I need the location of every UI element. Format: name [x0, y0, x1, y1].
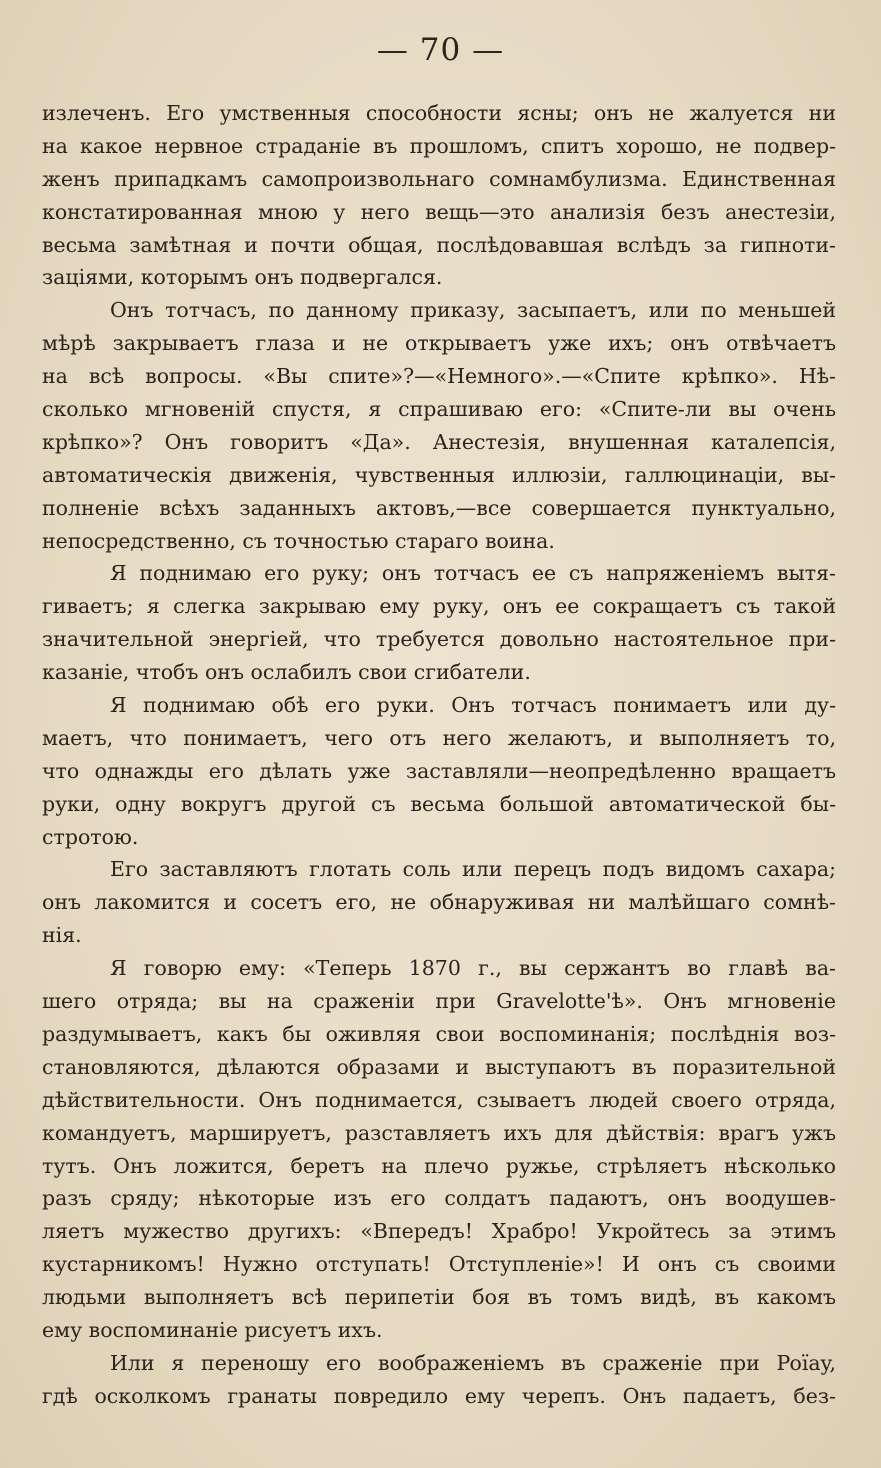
text-line: полненіе всѣхъ заданныхъ актовъ,—все совершается пунктуально,	[42, 495, 836, 520]
text-line: ляетъ мужество другихъ: «Впередъ! Храбро! Укройтесь за этимъ	[42, 1219, 836, 1244]
text-line: на всѣ вопросы. «Вы спите»?—«Немного».—«Спите крѣпко». Нѣ-	[42, 364, 836, 389]
body-text	[42, 97, 836, 1413]
text-line: дѣйствительности. Онъ поднимается, сзываетъ людей своего отряда,	[42, 1087, 836, 1112]
text-line: раздумываетъ, какъ бы оживляя свои воспоминанія; послѣднія воз-	[42, 1021, 836, 1046]
text-line: на какое нервное страданіе въ прошломъ, спитъ хорошо, не подвер-	[42, 133, 836, 158]
text-line: ему воспоминаніе рисуетъ ихъ.	[42, 1317, 383, 1342]
text-line: командуетъ, маршируетъ, разставляетъ ихъ для дѣйствія: врагъ ужъ	[42, 1120, 836, 1145]
text-line: гиваетъ; я слегка закрываю ему руку, онъ ее сокращаетъ съ такой	[42, 594, 836, 619]
text-line: кустарникомъ! Нужно отступать! Отступленіе»! И онъ съ своими	[42, 1252, 836, 1277]
text-line: Его заставляютъ глотать соль или перецъ подъ видомъ сахара;	[110, 857, 836, 882]
text-line: Или я переношу его воображеніемъ въ сраженіе при Poïay,	[110, 1350, 836, 1375]
text-line: Онъ тотчасъ, по данному приказу, засыпаетъ, или по меньшей	[110, 298, 836, 323]
page-number: — 70 —	[376, 32, 505, 68]
text-line: Я говорю ему: «Теперь 1870 г., вы сержантъ во главѣ ва-	[110, 956, 836, 981]
text-line: Я поднимаю его руку; онъ тотчасъ ее съ напряженіемъ вытя-	[110, 561, 836, 586]
text-line: маетъ, что понимаетъ, чего отъ него желаютъ, и выполняетъ то,	[42, 725, 836, 750]
text-line: что однажды его дѣлать уже заставляли—неопредѣленно вращаетъ	[42, 758, 836, 783]
text-line: заціями, которымъ онъ подвергался.	[42, 265, 443, 290]
text-line: непосредственно, съ точностью стараго воина.	[42, 528, 555, 553]
text-line: разъ сряду; нѣкоторые изъ его солдатъ падаютъ, онъ воодушев-	[42, 1186, 836, 1211]
text-line: значительной энергіей, что требуется довольно настоятельное при-	[42, 627, 836, 652]
text-line: людьми выполняетъ всѣ перипетіи боя въ томъ видѣ, въ какомъ	[42, 1285, 836, 1310]
text-line: мѣрѣ закрываетъ глаза и не открываетъ уже ихъ; онъ отвѣчаетъ	[42, 331, 836, 356]
text-line: тутъ. Онъ ложится, беретъ на плечо ружье, стрѣляетъ нѣсколько	[42, 1153, 836, 1178]
text-line: онъ лакомится и сосетъ его, не обнаруживая ни малѣйшаго сомнѣ-	[42, 890, 836, 915]
text-line: стротою.	[42, 824, 139, 849]
text-line: становляются, дѣлаются образами и выступаютъ въ поразительной	[42, 1054, 836, 1079]
text-line: сколько мгновеній спустя, я спрашиваю его: «Спите-ли вы очень	[42, 397, 836, 422]
text-line: Я поднимаю обѣ его руки. Онъ тотчасъ понимаетъ или ду-	[110, 693, 836, 718]
text-line: крѣпко»? Онъ говоритъ «Да». Анестезія, внушенная каталепсія,	[42, 429, 836, 454]
text-line: руки, одну вокругъ другой съ весьма большой автоматической бы-	[42, 791, 836, 816]
text-line: автоматическія движенія, чувственныя иллюзіи, галлюцинаціи, вы-	[42, 462, 836, 487]
text-line: шего отряда; вы на сраженіи при Gravelotte'ѣ». Онъ мгновеніе	[42, 989, 836, 1014]
text-line: нія.	[42, 923, 82, 948]
text-line: женъ припадкамъ самопроизвольнаго сомнамбулизма. Единственная	[42, 166, 836, 191]
text-line: весьма замѣтная и почти общая, послѣдовавшая вслѣдъ за гипноти-	[42, 232, 836, 257]
text-line: казаніе, чтобъ онъ ослабилъ свои сгибатели.	[42, 660, 531, 685]
text-line: гдѣ осколкомъ гранаты повредило ему черепъ. Онъ падаетъ, без-	[42, 1383, 836, 1408]
text-line: констатированная мною у него вещь—это анализія безъ анестезіи,	[42, 199, 836, 224]
text-line: излеченъ. Его умственныя способности ясны; онъ не жалуется ни	[42, 101, 836, 125]
